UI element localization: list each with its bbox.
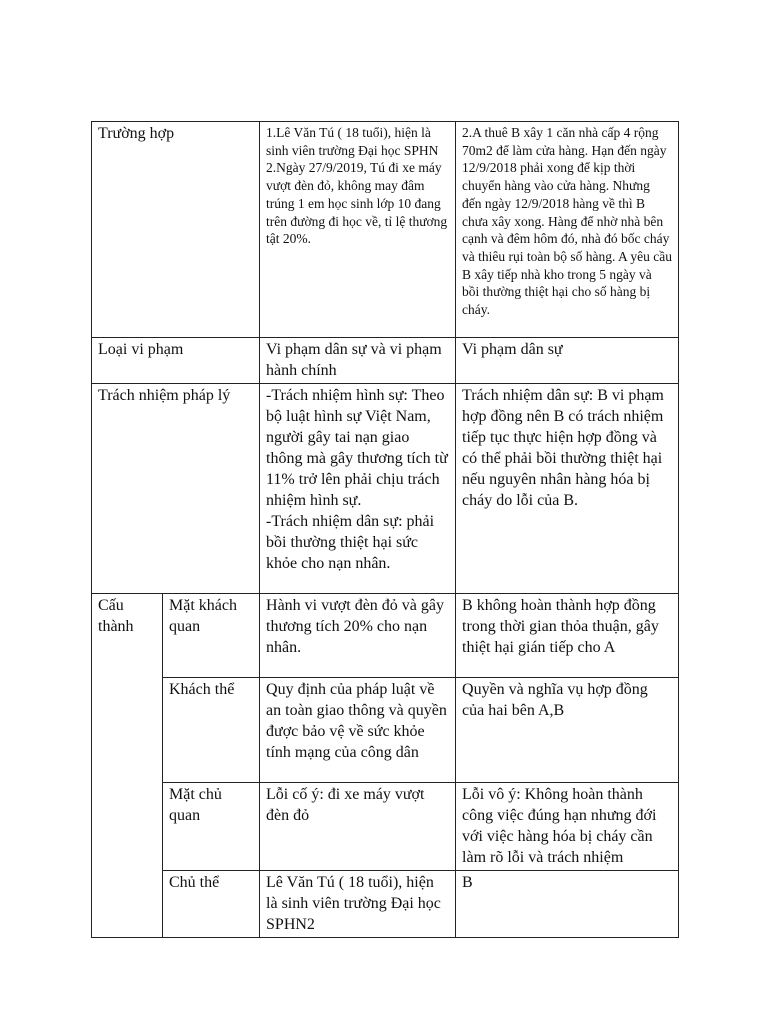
case2-mat-chu-quan: Lỗi vô ý: Không hoàn thành công việc đúng hạn nhưng đới với việc hàng hóa bị cháy cần làm rõ lỗi và trách nhiệm bbox=[456, 783, 679, 871]
sub-label-chu-the: Chủ thể bbox=[163, 871, 260, 938]
case1-chu-the: Lê Văn Tú ( 18 tuổi), hiện là sinh viên trường Đại học SPHN2 bbox=[260, 871, 456, 938]
case2-loai-vi-pham: Vi phạm dân sự bbox=[456, 338, 679, 384]
case2-khach-the: Quyền và nghĩa vụ hợp đồng của hai bên A,B bbox=[456, 678, 679, 783]
table-row-mat-khach-quan bbox=[92, 594, 679, 678]
case1-description: 1.Lê Văn Tú ( 18 tuổi), hiện là sinh viên trường Đại học SPHN 2.Ngày 27/9/2019, Tú đi xe máy vượt đèn đỏ, không may đâm trúng 1 em học sinh lớp 10 đang trên đường đi học về, tỉ lệ thương tật 20%. bbox=[260, 122, 456, 338]
table-row-loai-vi-pham bbox=[92, 338, 679, 384]
case1-trach-nhiem: -Trách nhiệm hình sự: Theo bộ luật hình sự Việt Nam, người gây tai nạn giao thông mà gây thương tích từ 11% trở lên phải chịu trách nhiệm hình sự. -Trách nhiệm dân sự: phải bồi thường thiệt hại sức khỏe cho nạn nhân. bbox=[260, 384, 456, 594]
case2-trach-nhiem: Trách nhiệm dân sự: B vi phạm hợp đồng nên B có trách nhiệm tiếp tục thực hiện hợp đồng và có thể phải bồi thường thiệt hại nếu nguyên nhân hàng hóa bị cháy do lỗi của B. bbox=[456, 384, 679, 594]
table-row-khach-the bbox=[92, 678, 679, 783]
row-label-trach-nhiem: Trách nhiệm pháp lý bbox=[92, 384, 260, 594]
case1-loai-vi-pham: Vi phạm dân sự và vi phạm hành chính bbox=[260, 338, 456, 384]
sub-label-khach-the: Khách thể bbox=[163, 678, 260, 783]
table-row-truong-hop bbox=[92, 122, 679, 338]
case1-mat-khach-quan: Hành vi vượt đèn đỏ và gây thương tích 20% cho nạn nhân. bbox=[260, 594, 456, 678]
case1-khach-the: Quy định của pháp luật về an toàn giao thông và quyền được bảo vệ về sức khỏe tính mạng của công dân bbox=[260, 678, 456, 783]
row-label-loai-vi-pham: Loại vi phạm bbox=[92, 338, 260, 384]
sub-label-mat-chu-quan: Mặt chủ quan bbox=[163, 783, 260, 871]
legal-analysis-table bbox=[91, 121, 679, 938]
case2-mat-khach-quan: B không hoàn thành hợp đồng trong thời gian thỏa thuận, gây thiệt hại gián tiếp cho A bbox=[456, 594, 679, 678]
row-label-cau-thanh: Cấu thành bbox=[92, 594, 163, 938]
table-row-chu-the bbox=[92, 871, 679, 938]
case2-description: 2.A thuê B xây 1 căn nhà cấp 4 rộng 70m2 để làm cửa hàng. Hạn đến ngày 12/9/2018 phải xong để kịp thời chuyển hàng vào cửa hàng. Nhưng đến ngày 12/9/2018 hàng về thì B chưa xây xong. Hàng để nhờ nhà bên cạnh và đêm hôm đó, nhà đó bốc cháy và thiêu rụi toàn bộ số hàng. A yêu cầu B xây tiếp nhà kho trong 5 ngày và bồi thường thiệt hại cho số hàng bị cháy. bbox=[456, 122, 679, 338]
row-label-truong-hop: Trường hợp bbox=[92, 122, 260, 338]
table-row-mat-chu-quan bbox=[92, 783, 679, 871]
case1-mat-chu-quan: Lỗi cố ý: đi xe máy vượt đèn đỏ bbox=[260, 783, 456, 871]
table-row-trach-nhiem bbox=[92, 384, 679, 594]
case2-chu-the: B bbox=[456, 871, 679, 938]
sub-label-mat-khach-quan: Mặt khách quan bbox=[163, 594, 260, 678]
